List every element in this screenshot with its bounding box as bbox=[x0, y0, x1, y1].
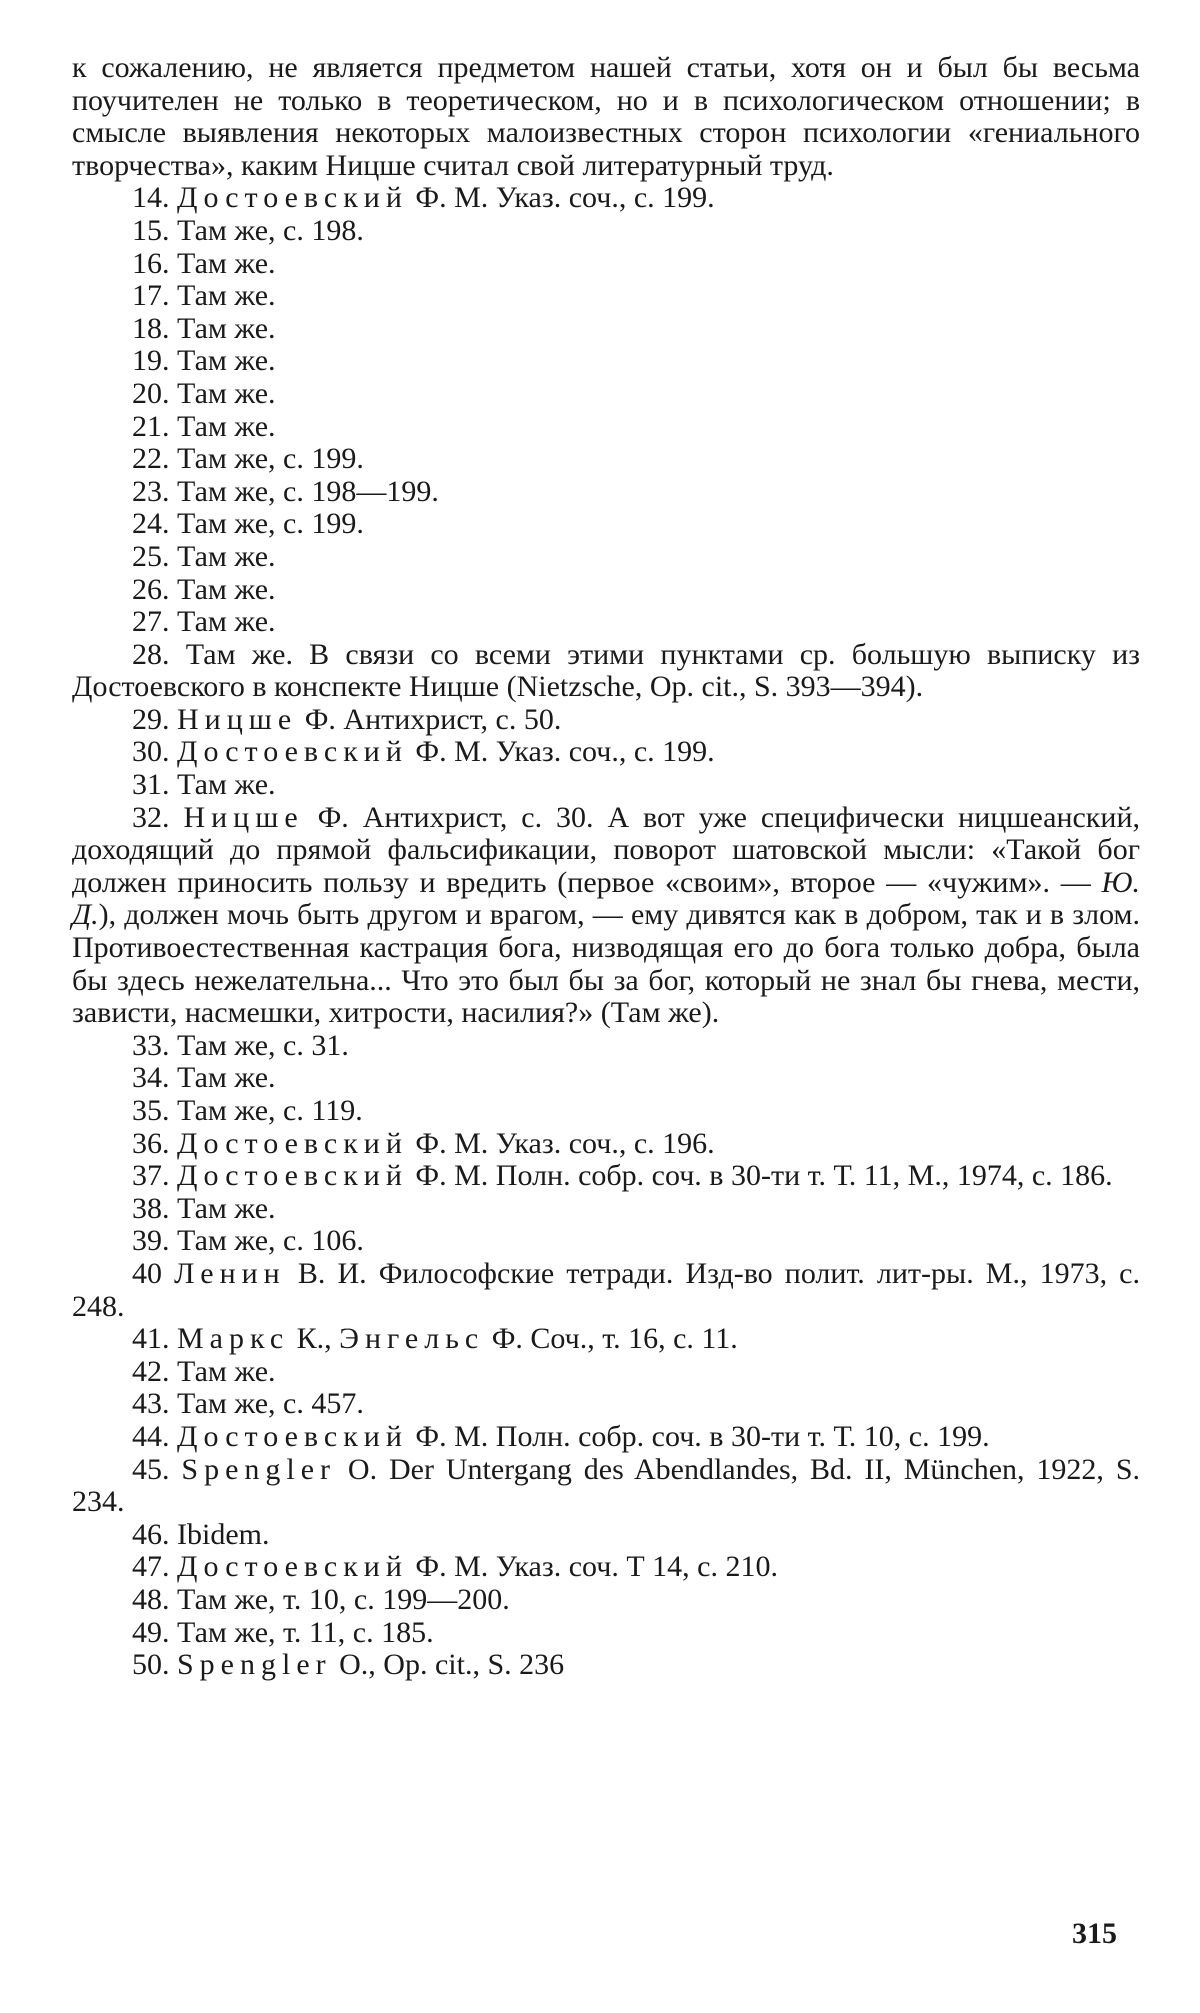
footnote-text: Там же, с. 198. bbox=[177, 213, 364, 247]
footnote-text: Ibidem. bbox=[177, 1517, 270, 1551]
footnote-author: Ницше bbox=[183, 800, 304, 834]
footnote-number: 46. bbox=[132, 1517, 170, 1551]
footnote-text: Ф. Антихрист, с. 50. bbox=[297, 702, 562, 736]
footnote-text: Ф. М. Указ. соч., с. 199. bbox=[407, 735, 715, 769]
footnotes-page bbox=[72, 52, 1140, 1682]
footnote-list bbox=[72, 182, 1140, 1681]
footnote-number: 15. bbox=[132, 213, 170, 247]
footnote-text: Ф. М. Указ. соч., с. 199. bbox=[407, 181, 715, 215]
footnote-38 bbox=[72, 1193, 1140, 1226]
footnote-number: 14. bbox=[132, 181, 170, 215]
footnote-number: 29. bbox=[132, 702, 170, 736]
footnote-number: 28. bbox=[132, 637, 170, 671]
intro-paragraph: к сожалению, не является предметом нашей статьи, хотя он и был бы весьма поучителен не только в теоретическом, но и в психологическом отношении; в смысле выявления некоторых малоизвестных сторон психологии «гениального творчества», каким Ницше считал свой литературный труд. bbox=[72, 51, 1140, 182]
footnote-author: Маркс bbox=[177, 1322, 290, 1356]
footnote-40 bbox=[72, 1258, 1140, 1323]
footnote-14 bbox=[72, 182, 1140, 215]
footnote-number: 35. bbox=[132, 1094, 170, 1127]
footnote-text: Там же. bbox=[177, 572, 276, 606]
footnote-author: Достоевский bbox=[177, 181, 408, 215]
footnote-text: Ф. Антихрист, с. 30. А вот уже специфически ницшеанский, доходящий до прямой фальсификации, поворот шатовской мысли: «Такой бог должен приносить пользу и вредить (первое «своим», второе — «чужим». — bbox=[72, 800, 1140, 899]
footnote-16 bbox=[72, 248, 1140, 281]
footnote-number: 50. bbox=[132, 1648, 170, 1682]
footnote-text: Там же, с. 199. bbox=[177, 442, 364, 476]
footnote-29 bbox=[72, 704, 1140, 737]
footnote-text: В. И. Философские тетради. Изд-во полит. лит-ры. М., 1973, с. 248. bbox=[72, 1256, 1140, 1323]
footnote-31 bbox=[72, 769, 1140, 802]
footnote-number: 43. bbox=[132, 1387, 170, 1421]
footnote-number: 40 bbox=[132, 1256, 162, 1290]
footnote-number: 24. bbox=[132, 507, 170, 541]
footnote-text: O. Der Untergang des Abendlandes, Bd. II, München, 1922, S. 234. bbox=[72, 1452, 1141, 1519]
footnote-32 bbox=[72, 802, 1140, 1030]
footnote-text: O., Op. cit., S. 236 bbox=[331, 1648, 565, 1682]
footnote-18 bbox=[72, 313, 1140, 346]
footnote-text: Ф. М. Полн. собр. соч. в 30-ти т. Т. 11, М., 1974, с. 186. bbox=[407, 1159, 1113, 1193]
footnote-25 bbox=[72, 541, 1140, 574]
footnote-number: 38. bbox=[132, 1191, 170, 1225]
footnote-author: Ницше bbox=[177, 702, 298, 736]
footnote-50 bbox=[72, 1649, 1140, 1682]
footnote-27 bbox=[72, 606, 1140, 639]
footnote-49 bbox=[72, 1617, 1140, 1650]
footnote-21 bbox=[72, 411, 1140, 444]
footnote-number: 41. bbox=[132, 1322, 170, 1356]
footnote-text: Там же. bbox=[177, 605, 276, 639]
footnote-20 bbox=[72, 378, 1140, 411]
footnote-34 bbox=[72, 1062, 1140, 1095]
footnote-author: Ленин bbox=[174, 1256, 286, 1290]
footnote-number: 17. bbox=[132, 279, 170, 313]
footnote-30 bbox=[72, 736, 1140, 769]
footnote-number: 33. bbox=[132, 1028, 170, 1062]
footnote-number: 49. bbox=[132, 1615, 170, 1649]
footnote-number: 42. bbox=[132, 1354, 170, 1388]
footnote-44 bbox=[72, 1421, 1140, 1454]
footnote-26 bbox=[72, 574, 1140, 607]
footnote-text: Там же. bbox=[177, 344, 276, 378]
footnote-35 bbox=[72, 1095, 1140, 1128]
footnote-number: 27. bbox=[132, 605, 170, 639]
footnote-number: 39. bbox=[132, 1224, 170, 1258]
footnote-text: Там же, с. 457. bbox=[177, 1387, 364, 1421]
footnote-author: Spengler bbox=[177, 1648, 332, 1682]
footnote-22 bbox=[72, 443, 1140, 476]
footnote-17 bbox=[72, 280, 1140, 313]
footnote-text: Там же. bbox=[177, 246, 276, 280]
footnote-number: 26. bbox=[132, 572, 170, 606]
footnote-text: Ф. М. Указ. соч., с. 196. bbox=[407, 1126, 715, 1160]
footnote-number: 19. bbox=[132, 344, 170, 378]
footnote-number: 16. bbox=[132, 246, 170, 280]
footnote-text: Там же. В связи со всеми этими пунктами ср. большую выписку из Достоевского в конспекте Ницше (Nietzsche, Op. cit., S. 393—394). bbox=[72, 637, 1141, 704]
footnote-number: 21. bbox=[132, 409, 170, 443]
footnote-text: ), должен мочь быть другом и врагом, — ему дивятся как в добром, так и в злом. Противоестественная кастрация бога, низводящая его до бога только добра, была бы здесь нежелательна... Что это был бы за бог, который не знал бы гнева, мести, зависти, насмешки, хитрости, насилия?» (Там же). bbox=[72, 898, 1140, 1030]
footnote-text: Там же. bbox=[177, 539, 276, 573]
footnote-text: Ф. М. Полн. собр. соч. в 30-ти т. Т. 10, с. 199. bbox=[407, 1419, 990, 1453]
footnote-author: Достоевский bbox=[177, 735, 408, 769]
footnote-text: Там же. bbox=[177, 1191, 276, 1225]
footnote-text: Ф. Соч., т. 16, с. 11. bbox=[484, 1322, 738, 1356]
footnote-text: Там же, с. 198—199. bbox=[177, 474, 439, 508]
page-number: 315 bbox=[1072, 1917, 1117, 1950]
footnote-23 bbox=[72, 476, 1140, 509]
footnote-42 bbox=[72, 1356, 1140, 1389]
footnote-33 bbox=[72, 1030, 1140, 1063]
footnote-36 bbox=[72, 1128, 1140, 1161]
footnote-number: 18. bbox=[132, 311, 170, 345]
footnote-47 bbox=[72, 1551, 1140, 1584]
footnote-19 bbox=[72, 345, 1140, 378]
footnote-number: 36. bbox=[132, 1126, 170, 1160]
footnote-number: 48. bbox=[132, 1582, 170, 1616]
footnote-author: Энгельс bbox=[339, 1322, 485, 1356]
footnote-text: Там же. bbox=[177, 1061, 276, 1095]
footnote-number: 37. bbox=[132, 1159, 170, 1193]
footnote-number: 47. bbox=[132, 1550, 170, 1584]
footnote-number: 20. bbox=[132, 376, 170, 410]
footnote-46 bbox=[72, 1519, 1140, 1552]
footnote-37 bbox=[72, 1160, 1140, 1193]
footnote-text: Там же, с. 119. bbox=[177, 1094, 363, 1127]
footnote-number: 44. bbox=[132, 1419, 170, 1453]
footnote-author: Достоевский bbox=[177, 1550, 408, 1584]
footnote-text: К., bbox=[289, 1322, 340, 1356]
footnote-text: Там же, с. 199. bbox=[177, 507, 364, 541]
footnote-28 bbox=[72, 639, 1140, 704]
footnote-text: Там же, с. 106. bbox=[177, 1224, 364, 1258]
footnote-text: Ф. М. Указ. соч. Т 14, с. 210. bbox=[407, 1550, 778, 1584]
footnote-text: Там же. bbox=[177, 311, 276, 345]
footnote-number: 32. bbox=[132, 800, 170, 834]
footnote-number: 31. bbox=[132, 768, 170, 802]
footnote-text: Там же, т. 10, с. 199—200. bbox=[177, 1582, 510, 1616]
footnote-text: Там же. bbox=[177, 1354, 276, 1388]
footnote-24 bbox=[72, 508, 1140, 541]
footnote-text: Там же. bbox=[177, 279, 276, 313]
footnote-author: Достоевский bbox=[177, 1419, 408, 1453]
footnote-48 bbox=[72, 1584, 1140, 1617]
footnote-43 bbox=[72, 1388, 1140, 1421]
footnote-text: Там же. bbox=[177, 768, 276, 802]
footnote-author: Достоевский bbox=[177, 1126, 408, 1160]
footnote-text: Там же, т. 11, с. 185. bbox=[177, 1615, 434, 1649]
footnote-italic-text: Ю. Д. bbox=[72, 865, 1140, 932]
footnote-15 bbox=[72, 215, 1140, 248]
footnote-45 bbox=[72, 1454, 1140, 1519]
footnote-number: 22. bbox=[132, 442, 170, 476]
footnote-41 bbox=[72, 1323, 1140, 1356]
footnote-number: 45. bbox=[132, 1452, 170, 1486]
footnote-text: Там же. bbox=[177, 409, 276, 443]
footnote-text: Там же, с. 31. bbox=[177, 1028, 349, 1062]
footnote-number: 30. bbox=[132, 735, 170, 769]
footnote-author: Spengler bbox=[181, 1452, 337, 1486]
footnote-text: Там же. bbox=[177, 376, 276, 410]
footnote-39 bbox=[72, 1225, 1140, 1258]
footnote-number: 23. bbox=[132, 474, 170, 508]
footnote-number: 25. bbox=[132, 539, 170, 573]
footnote-author: Достоевский bbox=[177, 1159, 408, 1193]
footnote-number: 34. bbox=[132, 1061, 170, 1095]
